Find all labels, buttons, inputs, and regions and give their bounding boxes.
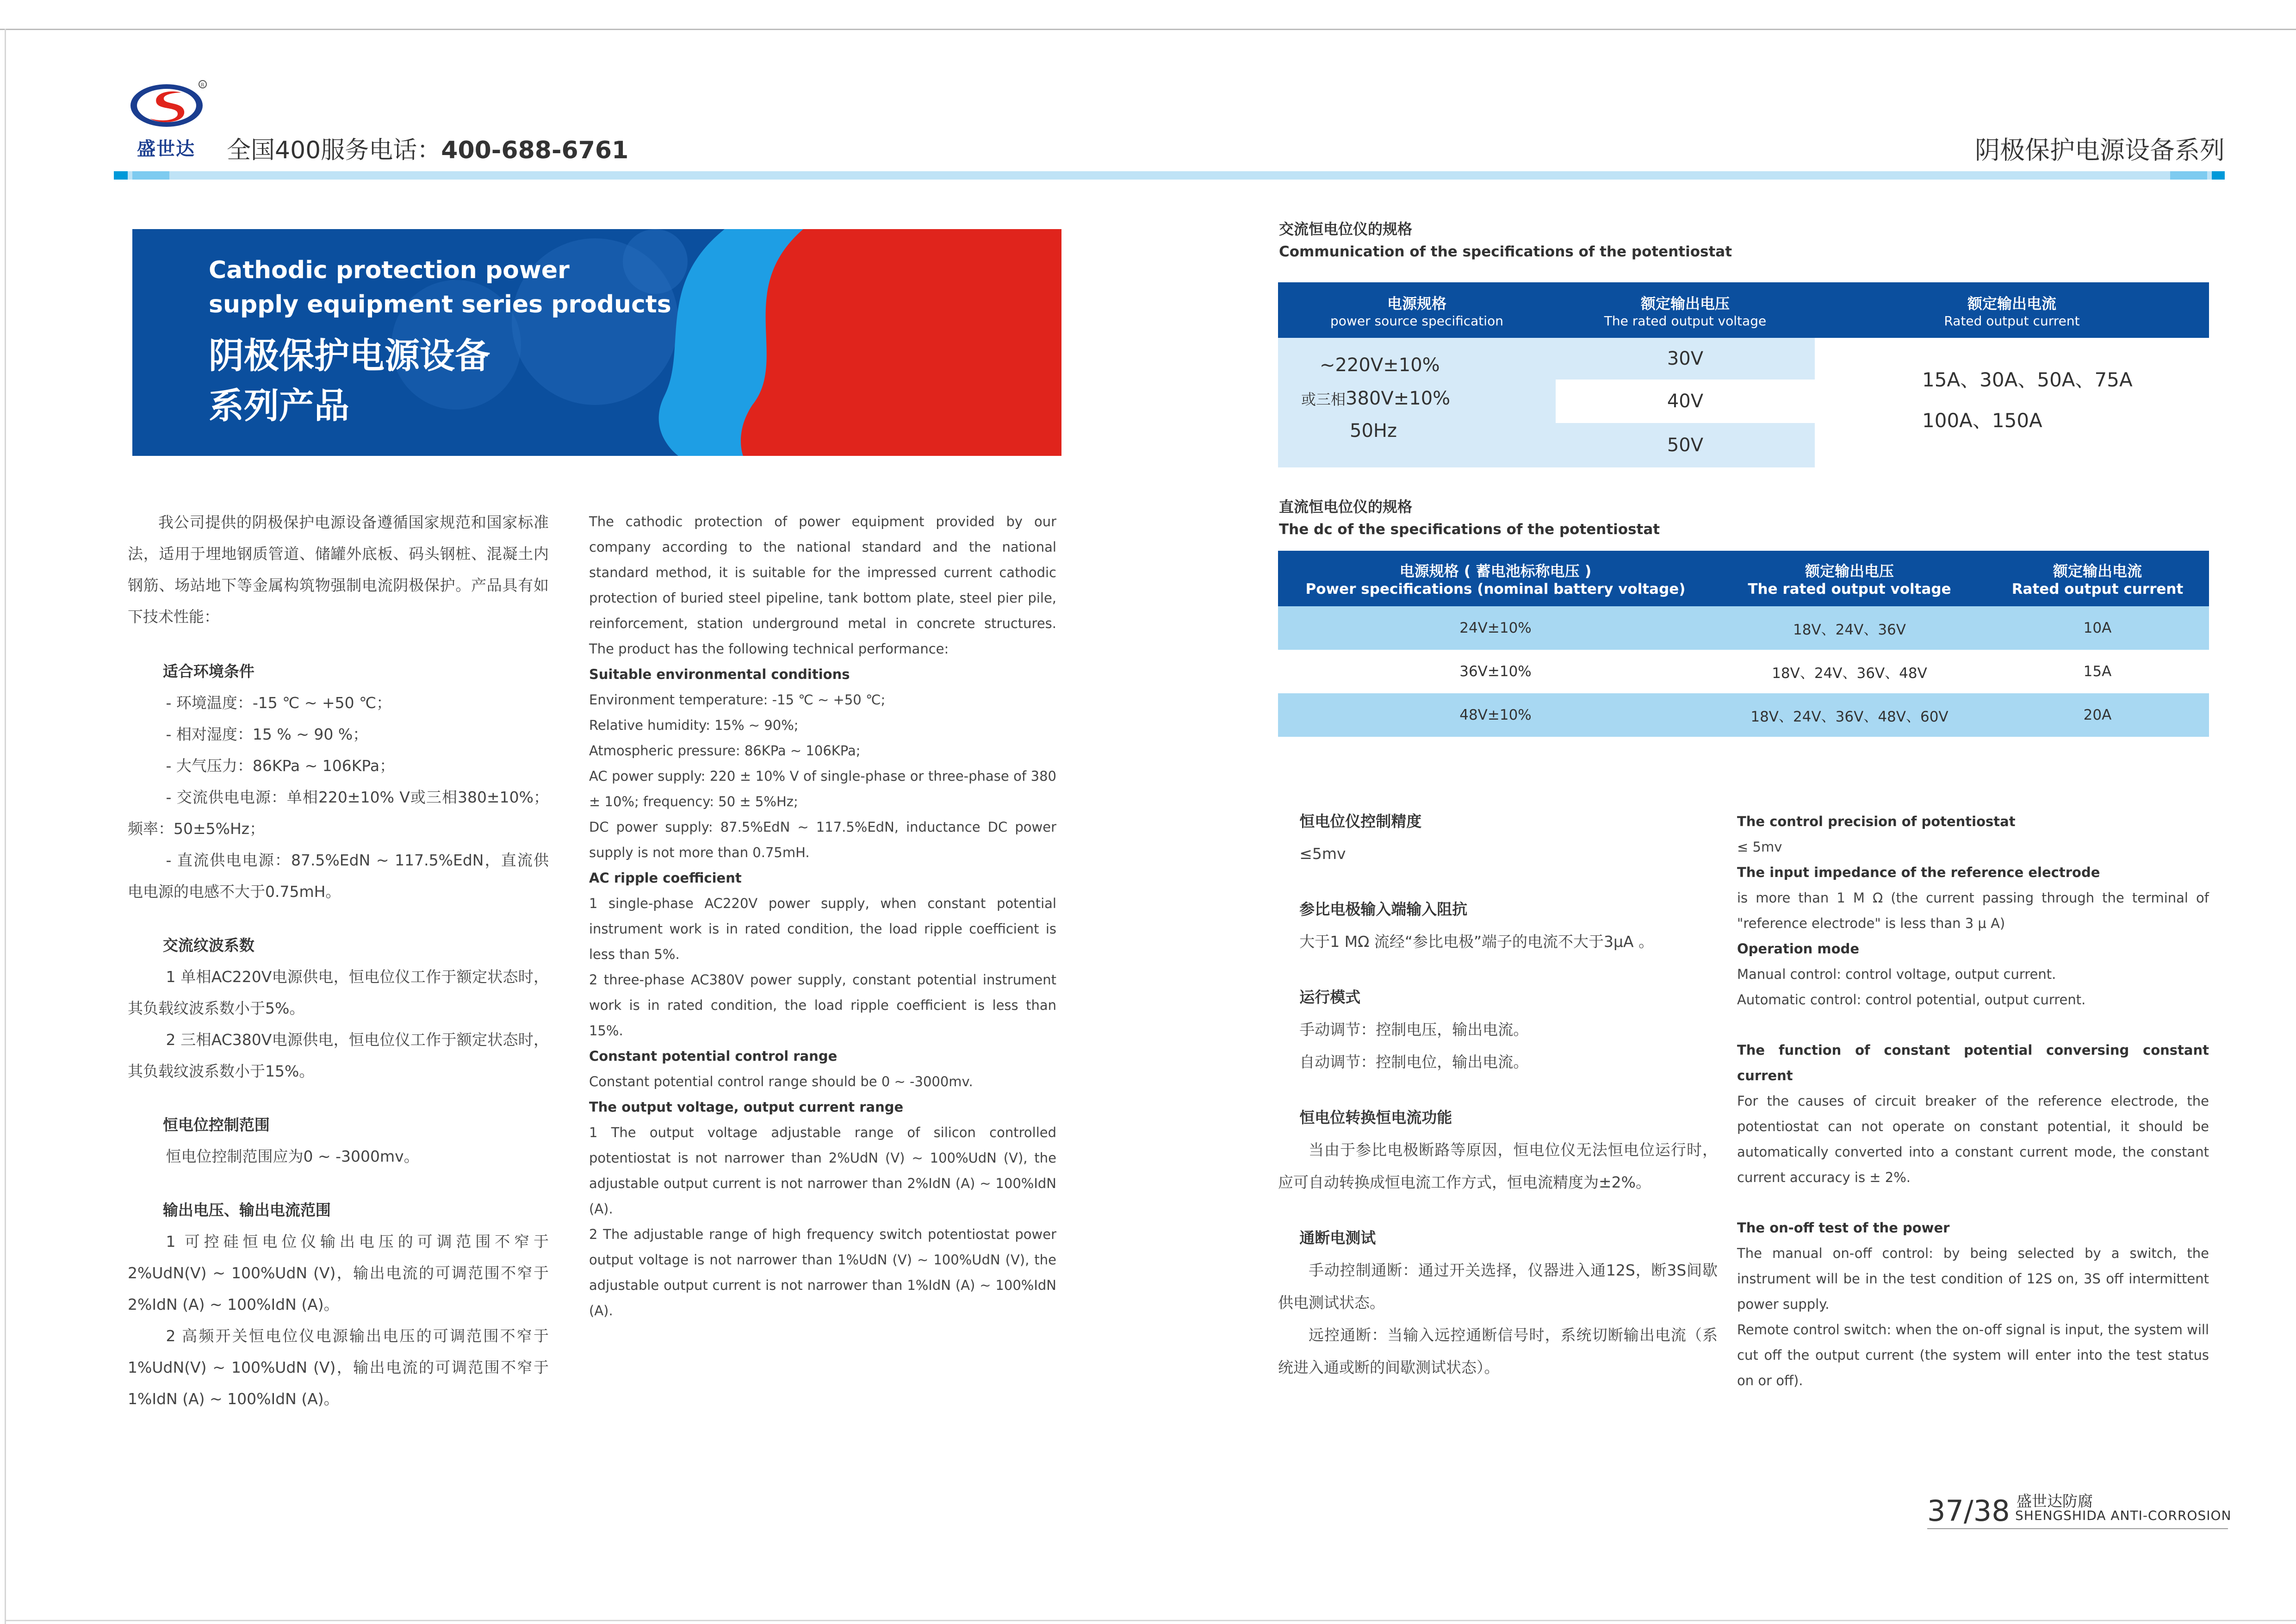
dc-spec-table	[1278, 551, 2209, 737]
en-env-item: AC power supply: 220 ± 10% V of single-phase or three-phase of 380 ± 10%; frequency: 50 ± 5%Hz;	[589, 768, 1056, 809]
dc-header-current-cn: 额定输出电流	[2053, 562, 2142, 580]
dc-table-title-en: The dc of the specifications of the potentiostat	[1279, 521, 1660, 538]
svg-text:R: R	[201, 82, 205, 88]
en-ripple-item: 1 single-phase AC220V power supply, when constant potential instrument work is in rated condition, the load ripple coefficient is less than 5%.	[589, 896, 1056, 962]
dc-cell-current: 10A	[2083, 620, 2112, 636]
footer-brand-en: SHENGSHIDA ANTI-CORROSION	[2015, 1508, 2232, 1523]
top-border	[0, 29, 2296, 30]
footer-brand-cn: 盛世达防腐	[2017, 1492, 2093, 1510]
service-hotline	[227, 131, 628, 165]
dc-cell-current: 15A	[2083, 663, 2112, 680]
cn-convert-heading: 恒电位转换恒电流功能	[1299, 1108, 1452, 1126]
left-border	[5, 29, 6, 1624]
banner-title-en	[209, 253, 718, 322]
page-numbers: 37/38	[1927, 1494, 2010, 1528]
dc-table-header	[1278, 551, 2209, 606]
en-mode-item: Manual control: control voltage, output current.	[1737, 966, 2056, 982]
en-onoff-heading: The on-off test of the power	[1737, 1220, 1950, 1236]
ac-header-power-en: power source specification	[1330, 313, 1503, 329]
en-ripple-heading: AC ripple coefficient	[589, 870, 742, 886]
cn-ripple-heading: 交流纹波系数	[162, 936, 254, 954]
en-precision-heading: The control precision of potentiostat	[1737, 814, 2016, 829]
banner-title-cn-line2: 系列产品	[209, 385, 349, 426]
en-mode-item: Automatic control: control potential, output current.	[1737, 992, 2086, 1008]
ac-table-title-cn: 交流恒电位仪的规格	[1279, 220, 1413, 238]
en-output-item: 1 The output voltage adjustable range of silicon controlled potentiostat is not narrower than 2%UdN (V) ~ 100%UdN (V), the adjustable output current is not narrower than 2%IdN (A) ~ 100%IdN (A).	[589, 1125, 1056, 1217]
cn-impedance-heading: 参比电极输入端输入阻抗	[1299, 900, 1468, 918]
cn-env-item: - 环境温度：-15 ℃ ~ +50 ℃；	[166, 694, 392, 712]
cn-convert-text: 当由于参比电极断路等原因，恒电位仪无法恒电位运行时，应可自动转换成恒电流工作方式，恒电流精度为±2%。	[1278, 1141, 1718, 1191]
ac-voltage-cell: 30V	[1556, 338, 1815, 380]
ac-power-line2-prefix: 或三相	[1301, 391, 1346, 408]
ac-power-line2	[1301, 388, 1450, 409]
en-impedance-text: is more than 1 M Ω (the current passing through the terminal of "reference electrode" is less than 3 μ A)	[1737, 890, 2209, 931]
dc-header-voltage-cn: 额定输出电压	[1805, 562, 1894, 580]
ac-header-current-cn: 额定输出电流	[1967, 294, 2056, 312]
banner-title-en-line1: Cathodic protection power	[209, 256, 570, 284]
banner-title-en-line2: supply equipment series products	[209, 291, 671, 318]
company-logo	[130, 79, 208, 130]
dc-header-voltage-en: The rated output voltage	[1748, 581, 1951, 597]
dc-header-current-en: Rated output current	[2011, 581, 2184, 597]
ac-table-body	[1278, 338, 2209, 467]
cn-range-text: 恒电位控制范围应为0 ~ -3000mv。	[166, 1147, 419, 1165]
en-convert-text: For the causes of circuit breaker of the reference electrode, the potentiostat can not operate on constant potential, it should be automatically converted into a constant current mode, the constant current accuracy is ± 2%.	[1737, 1093, 2209, 1185]
en-intro: The cathodic protection of power equipment provided by our company according to the national standard and the national standard method, it is suitable for the impressed current cathodic protection of buried steel pipeline, tank bottom plate, steel pier pile, reinforcement, station underground metal in concrete structures. The product has the following technical performance:	[589, 514, 1056, 657]
cn-env-item: - 大气压力：86KPa ~ 106KPa；	[166, 757, 395, 775]
ac-power-line1: ~220V±10%	[1320, 355, 1440, 376]
cn-impedance-text: 大于1 MΩ 流经“参比电极”端子的电流不大于3μA 。	[1299, 933, 1654, 951]
en-onoff-item: Remote control switch: when the on-off signal is input, the system will cut off the output current (the system will enter into the test status on or off).	[1737, 1322, 2209, 1388]
cn-env-item: - 相对湿度：15 % ~ 90 %；	[166, 725, 368, 743]
banner	[132, 229, 1061, 456]
dc-header-power-cn: 电源规格 ( 蓄电池标称电压 )	[1399, 562, 1592, 580]
ac-voltage-cell: 50V	[1556, 423, 1815, 467]
cn-output-heading: 输出电压、输出电流范围	[162, 1201, 331, 1219]
right-english-column	[1737, 809, 2209, 1394]
cn-env-item: - 直流供电电源：87.5%EdN ~ 117.5%EdN，直流供电电源的电感不大于0.75mH。	[128, 851, 549, 901]
en-onoff-item: The manual on-off control: by being selected by a switch, the instrument will be in the test condition of 12S on, 3S off intermittent power supply.	[1737, 1245, 2209, 1312]
cn-ripple-item: 1 单相AC220V电源供电，恒电位仪工作于额定状态时，其负载纹波系数小于5%。	[128, 968, 549, 1017]
cn-precision-heading: 恒电位仪控制精度	[1299, 812, 1422, 830]
hotline-number: 400-688-6761	[441, 137, 629, 164]
ac-header-voltage-cn: 额定输出电压	[1640, 294, 1730, 312]
en-convert-heading: The function of constant potential conversing constant current	[1737, 1042, 2209, 1083]
ac-power-line2-value: 380V±10%	[1346, 388, 1451, 409]
brand-name: 盛世达	[137, 138, 195, 160]
dc-cell-voltage: 18V、24V、36V	[1793, 621, 1906, 638]
dc-table-row	[1278, 693, 2209, 737]
header-rule-accent-left-light	[132, 171, 169, 180]
header-rule-accent-left	[114, 171, 128, 180]
cn-mode-item: 自动调节：控制电位，输出电流。	[1299, 1053, 1529, 1071]
ac-voltage-cell: 40V	[1556, 380, 1815, 422]
dc-table-row	[1278, 650, 2209, 693]
en-range-heading: Constant potential control range	[589, 1048, 838, 1064]
ac-current-cell	[1815, 338, 2209, 467]
dc-cell-current: 20A	[2083, 707, 2112, 723]
left-english-column	[589, 509, 1056, 1324]
en-env-item: DC power supply: 87.5%EdN ~ 117.5%EdN, inductance DC power supply is not more than 0.75mH.	[589, 819, 1056, 860]
ac-current-line2: 100A、150A	[1922, 409, 2042, 432]
ac-header-current-en: Rated output current	[1944, 313, 2080, 329]
dc-header-power-en: Power specifications (nominal battery voltage)	[1305, 581, 1686, 597]
dc-cell-power: 24V±10%	[1459, 620, 1532, 636]
cn-precision-text: ≤5mv	[1299, 845, 1346, 863]
cn-onoff-heading: 通断电测试	[1299, 1229, 1376, 1247]
header-rule	[114, 171, 2225, 180]
header-rule-accent-right	[2212, 171, 2225, 180]
banner-title-cn-line1: 阴极保护电源设备	[209, 335, 490, 376]
en-impedance-heading: The input impedance of the reference electrode	[1737, 865, 2100, 880]
bottom-border	[5, 1620, 2296, 1621]
ac-power-line3: 50Hz	[1350, 420, 1397, 442]
cn-env-item: - 交流供电电源：单相220±10% V或三相380±10%；频率：50±5%Hz；	[128, 788, 549, 838]
left-chinese-column	[128, 507, 549, 1415]
cn-range-heading: 恒电位控制范围	[162, 1116, 270, 1134]
dc-cell-voltage: 18V、24V、36V、48V、60V	[1750, 708, 1948, 725]
en-env-item: Atmospheric pressure: 86KPa ~ 106KPa;	[589, 743, 861, 759]
dc-cell-power: 48V±10%	[1459, 707, 1532, 723]
ac-header-voltage-en: The rated output voltage	[1604, 313, 1767, 329]
cn-output-item: 2 高频开关恒电位仪电源输出电压的可调范围不窄于1%UdN(V) ~ 100%UdN (V)，输出电流的可调范围不窄于1%IdN (A) ~ 100%IdN (A)。	[128, 1327, 549, 1408]
dc-cell-voltage: 18V、24V、36V、48V	[1772, 665, 1927, 682]
dc-table-title-cn: 直流恒电位仪的规格	[1279, 498, 1413, 516]
en-output-item: 2 The adjustable range of high frequency switch potentiostat power output voltage is not narrower than 1%UdN (V) ~ 100%UdN (V), the adjustable output current is not narrower than 1%IdN (A) ~ 100%IdN (A).	[589, 1226, 1056, 1319]
ac-spec-table	[1278, 282, 2209, 467]
en-ripple-item: 2 three-phase AC380V power supply, constant potential instrument work is in rated condition, the load ripple coefficient is less than 15%.	[589, 972, 1056, 1039]
ac-header-power-cn: 电源规格	[1387, 294, 1446, 312]
ac-table-header	[1278, 282, 2209, 338]
ac-power-cell	[1278, 338, 1556, 467]
series-title: 阴极保护电源设备系列	[1975, 136, 2225, 165]
en-output-heading: The output voltage, output current range	[589, 1099, 904, 1115]
cn-mode-heading: 运行模式	[1299, 988, 1361, 1006]
dc-table-row	[1278, 606, 2209, 650]
en-mode-heading: Operation mode	[1737, 941, 1859, 957]
en-range-text: Constant potential control range should be 0 ~ -3000mv.	[589, 1074, 973, 1089]
cn-onoff-item: 手动控制通断：通过开关选择，仪器进入通12S，断3S间歇供电测试状态。	[1278, 1261, 1718, 1312]
cn-mode-item: 手动调节：控制电压，输出电流。	[1299, 1020, 1529, 1039]
cn-ripple-item: 2 三相AC380V电源供电，恒电位仪工作于额定状态时，其负载纹波系数小于15%。	[128, 1031, 549, 1080]
cn-onoff-item: 远控通断：当输入远控通断信号时，系统切断输出电流（系统进入通或断的间歇测试状态）。	[1278, 1326, 1718, 1376]
ac-current-line1: 15A、30A、50A、75A	[1922, 368, 2133, 391]
en-env-item: Relative humidity: 15% ~ 90%;	[589, 717, 799, 733]
cn-intro: 我公司提供的阴极保护电源设备遵循国家规范和国家标准法，适用于埋地钢质管道、储罐外底板、码头钢桩、混凝土内钢筋、场站地下等金属构筑物强制电流阴极保护。产品具有如下技术性能：	[128, 513, 549, 626]
cn-output-item: 1 可控硅恒电位仪输出电压的可调范围不窄于2%UdN(V) ~ 100%UdN (V)，输出电流的可调范围不窄于2%IdN (A) ~ 100%IdN (A)。	[128, 1232, 549, 1313]
right-chinese-column	[1278, 805, 1718, 1384]
dc-cell-power: 36V±10%	[1459, 663, 1532, 680]
hotline-label: 全国400服务电话：	[227, 137, 441, 164]
en-env-item: Environment temperature: -15 ℃ ~ +50 ℃;	[589, 692, 886, 708]
ac-table-title-en: Communication of the specifications of the potentiostat	[1279, 243, 1732, 260]
en-precision-text: ≤ 5mv	[1737, 839, 1782, 855]
footer-rule	[1927, 1528, 2228, 1529]
banner-title-cn	[209, 331, 579, 431]
en-env-heading: Suitable environmental conditions	[589, 666, 850, 682]
cn-env-heading: 适合环境条件	[162, 662, 254, 680]
header-rule-accent-right-light	[2170, 171, 2207, 180]
